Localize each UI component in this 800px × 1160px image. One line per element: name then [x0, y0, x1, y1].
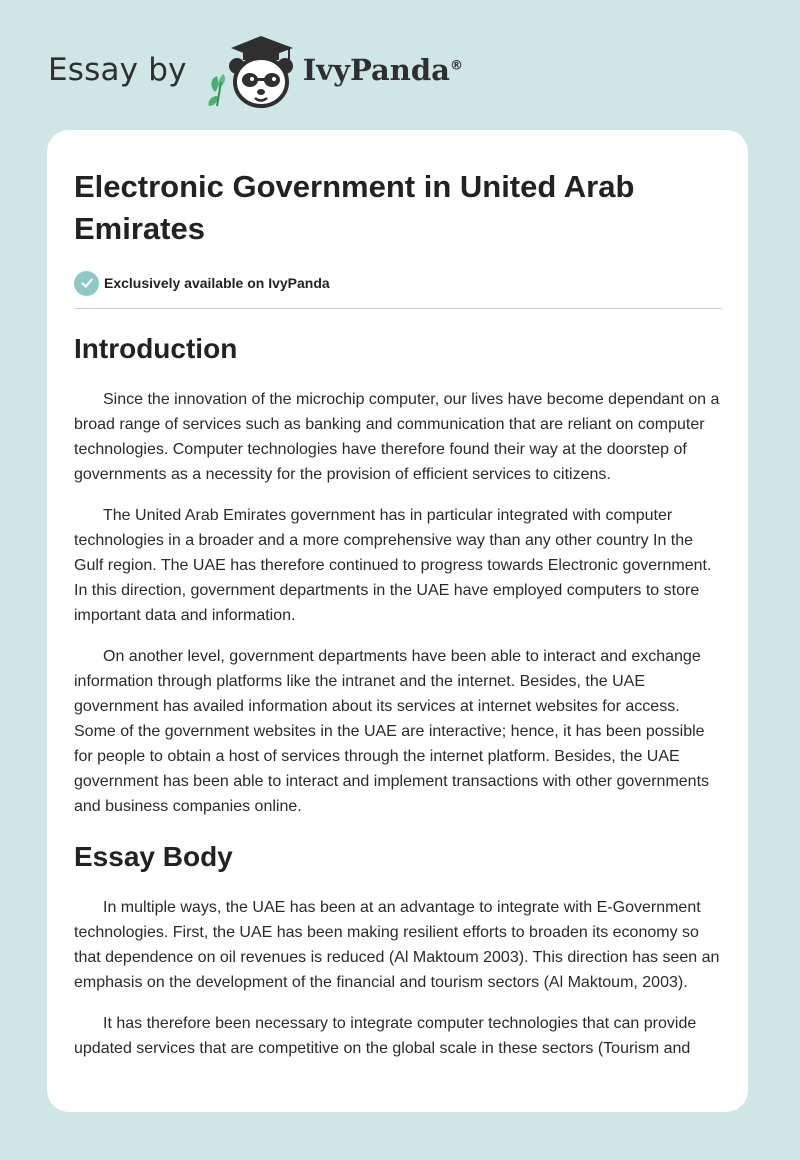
registered-mark: ® [449, 58, 463, 74]
essay-title: Electronic Government in United Arab Emirates [74, 169, 635, 246]
site-brand[interactable] [48, 30, 463, 110]
paragraph: Since the innovation of the microchip computer, our lives have become dependant on a broad range of services such as banking and communication that are reliant on computer technologies. Computer technologies have therefore found their way at the doorstep of governments as a necessity for the provision of efficient services to citizens. [74, 391, 720, 483]
paragraph: On another level, government departments have been able to interact and exchange information through platforms like the intranet and the internet. Besides, the UAE government has availed information about its services at internet websites for access. Some of the government websites in the UAE are interactive; hence, it has been possible for people to obtain a host of services through the internet platform. Besides, the UAE government has been able to interact and implement transactions with other governments and business companies online. [74, 648, 710, 815]
section-heading-introduction: Introduction [74, 333, 238, 364]
paragraph: In multiple ways, the UAE has been at an advantage to integrate with E-Government technologies. First, the UAE has been making resilient efforts to broaden its economy so that dependence on oil revenues is reduced (Al Maktoum 2003). This direction has seen an emphasis on the development of the financial and tourism sectors (Al Maktoum, 2003). [74, 899, 720, 991]
exclusive-label: Exclusively available on IvyPanda [104, 275, 330, 291]
essay-by-label: Essay by [48, 52, 187, 88]
brand-name: IvyPanda® [302, 53, 463, 87]
divider [74, 308, 722, 309]
exclusive-badge [74, 270, 721, 296]
panda-graduate-icon [205, 30, 297, 110]
paragraph: The United Arab Emirates government has in particular integrated with computer technologies in a broader and a more comprehensive way than any other country In the Gulf region. The UAE has therefore continued to progress towards Electronic government. In this direction, government departments in the UAE have employed computers to store important data and information. [74, 507, 712, 624]
section-heading-essay-body: Essay Body [74, 841, 233, 872]
check-icon [74, 271, 99, 296]
essay-card [47, 130, 748, 1112]
paragraph: It has therefore been necessary to integrate computer technologies that can provide updated services that are competitive on the global scale in these sectors (Tourism and [74, 1015, 697, 1057]
